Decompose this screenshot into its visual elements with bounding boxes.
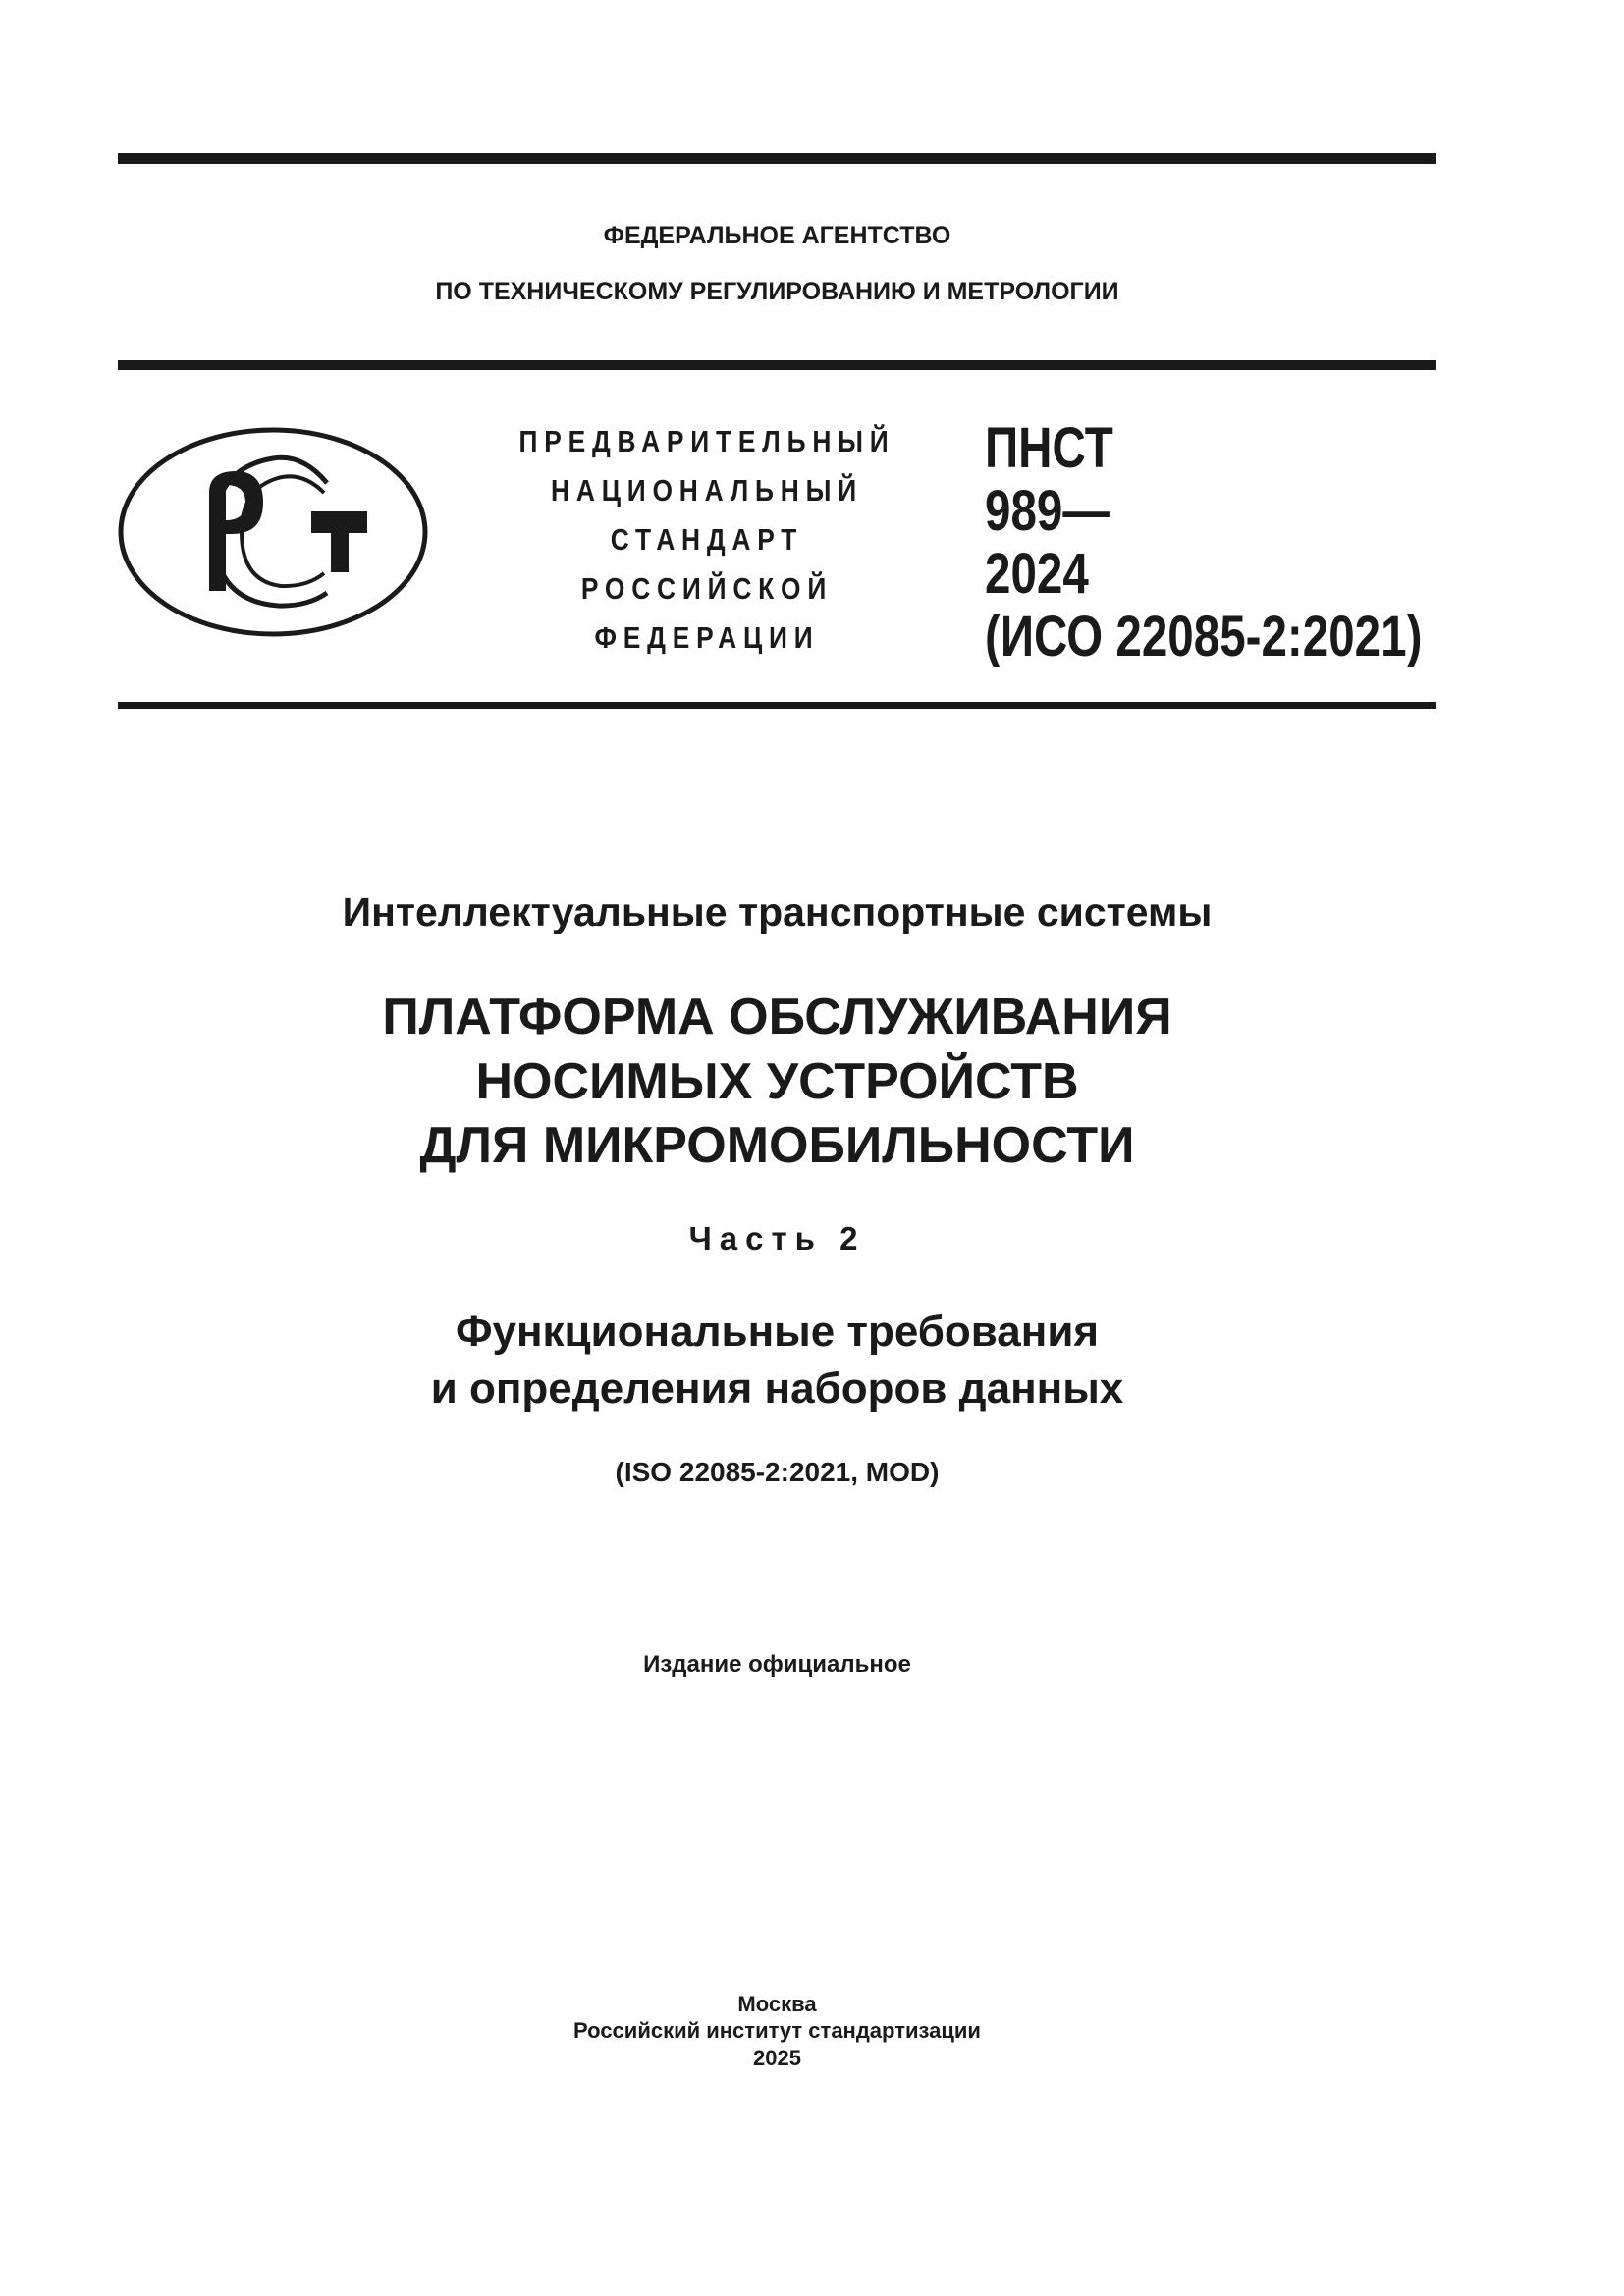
- main-title-line: ПЛАТФОРМА ОБСЛУЖИВАНИЯ: [382, 988, 1172, 1045]
- main-title-line: НОСИМЫХ УСТРОЙСТВ: [475, 1053, 1079, 1110]
- subtitle-line: и определения наборов данных: [430, 1364, 1124, 1413]
- agency-line-2: ПО ТЕХНИЧЕСКОМУ РЕГУЛИРОВАНИЮ И МЕТРОЛОГИИ: [435, 278, 1119, 305]
- agency-line-1: ФЕДЕРАЛЬНОЕ АГЕНТСТВО: [603, 222, 951, 249]
- header-rule: [118, 360, 1436, 370]
- series-title: Интеллектуальные транспортные системы: [342, 889, 1213, 934]
- designation-line: 2024: [985, 542, 1089, 606]
- designation-rule: [118, 702, 1436, 709]
- subtitle-line: Функциональные требования: [455, 1308, 1100, 1356]
- imprint-publisher: Российский институт стандартизации: [573, 2018, 981, 2043]
- edition-label: Издание официальное: [643, 1651, 911, 1678]
- standard-type-line: ФЕДЕРАЦИИ: [594, 620, 820, 655]
- main-title-line: ДЛЯ МИКРОМОБИЛЬНОСТИ: [419, 1117, 1135, 1174]
- standard-type-line: РОССИЙСКОЙ: [580, 571, 834, 606]
- standard-type-line: НАЦИОНАЛЬНЫЙ: [551, 473, 863, 507]
- designation-line: ПНСТ: [985, 416, 1113, 480]
- standard-type-line: СТАНДАРТ: [610, 522, 804, 557]
- designation-line: (ИСО 22085-2:2021): [985, 605, 1423, 668]
- gost-r-logo: [116, 424, 430, 645]
- iso-reference: (ISO 22085-2:2021, MOD): [615, 1457, 940, 1487]
- imprint-city: Москва: [737, 1992, 817, 2016]
- standard-type-line: ПРЕДВАРИТЕЛЬНЫЙ: [518, 424, 895, 458]
- top-rule: [118, 153, 1436, 164]
- part-label: Часть 2: [688, 1220, 866, 1256]
- standard-designation: [985, 417, 1422, 668]
- imprint-year: 2025: [753, 2046, 801, 2070]
- standard-type: [461, 417, 952, 663]
- designation-line: 989—: [985, 479, 1110, 543]
